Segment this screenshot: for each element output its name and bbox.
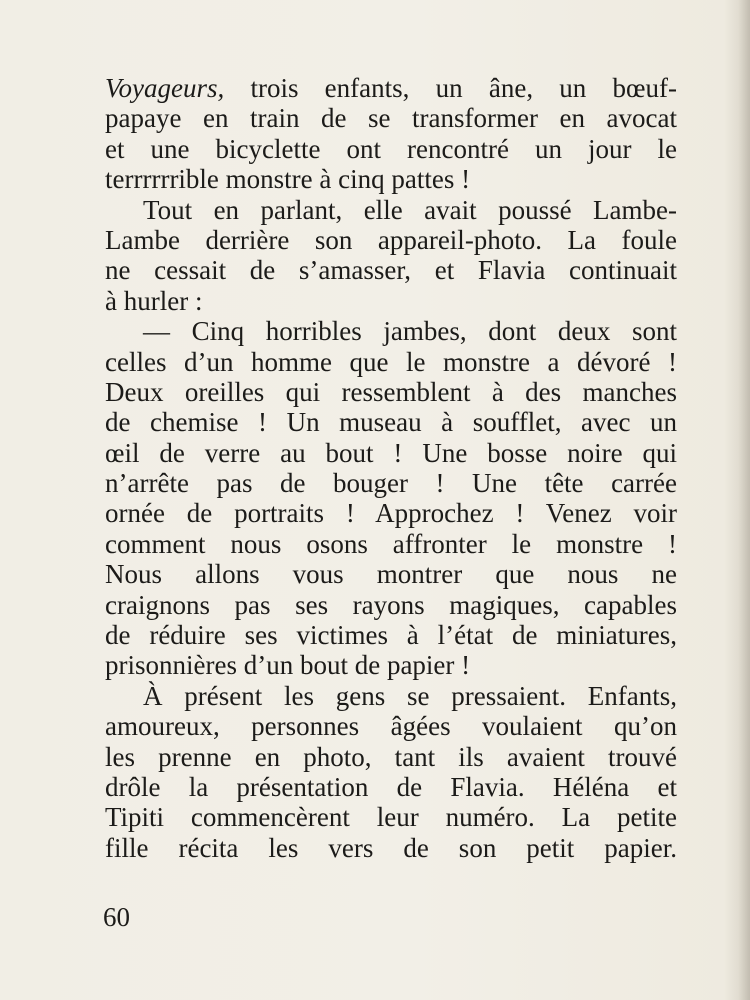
line-text: et une bicyclette ont rencontré un jour le bbox=[105, 133, 677, 164]
text-line bbox=[105, 650, 677, 680]
line-text: ne cessait de s’amasser, et Flavia continuait bbox=[105, 255, 677, 286]
text-line bbox=[105, 802, 677, 832]
body-text bbox=[105, 73, 677, 863]
text-line bbox=[105, 742, 677, 772]
line-text: Lambe derrière son appareil-photo. La foule bbox=[105, 224, 677, 255]
line-text: de réduire ses victimes à l’état de miniatures, bbox=[105, 620, 677, 651]
line-text: à hurler : bbox=[105, 285, 203, 316]
line-text: ornée de portraits ! Approchez ! Venez voir bbox=[105, 498, 677, 529]
text-line bbox=[105, 529, 677, 559]
line-text: Deux oreilles qui ressemblent à des manches bbox=[105, 376, 677, 407]
text-line bbox=[105, 498, 677, 528]
text-line bbox=[105, 225, 677, 255]
line-text: — Cinq horribles jambes, dont deux sont bbox=[143, 316, 677, 347]
line-text: papaye en train de se transformer en avocat bbox=[105, 103, 677, 134]
text-line bbox=[105, 711, 677, 741]
text-line bbox=[105, 559, 677, 589]
line-text: drôle la présentation de Flavia. Héléna et bbox=[105, 771, 677, 802]
line-text: fille récita les vers de son petit papier. bbox=[105, 832, 677, 863]
line-text: de chemise ! Un museau à soufflet, avec un bbox=[105, 407, 677, 438]
text-line bbox=[105, 772, 677, 802]
text-line bbox=[105, 164, 677, 194]
text-line bbox=[105, 73, 677, 103]
text-line bbox=[105, 468, 677, 498]
text-line bbox=[105, 438, 677, 468]
line-text: Tipiti commencèrent leur numéro. La petite bbox=[105, 802, 677, 833]
text-line bbox=[105, 286, 677, 316]
line-text: Tout en parlant, elle avait poussé Lambe- bbox=[143, 194, 677, 225]
text-line bbox=[105, 681, 677, 711]
line-text: terrrrrrible monstre à cinq pattes ! bbox=[105, 164, 471, 195]
line-text: celles d’un homme que le monstre a dévoré ! bbox=[105, 346, 677, 377]
line-text: œil de verre au bout ! Une bosse noire qui bbox=[105, 437, 677, 468]
line-text: n’arrête pas de bouger ! Une tête carrée bbox=[105, 468, 677, 499]
line-text: craignons pas ses rayons magiques, capables bbox=[105, 589, 677, 620]
text-line bbox=[105, 407, 677, 437]
line-text: comment nous osons affronter le monstre ! bbox=[105, 528, 677, 559]
line-text: trois enfants, un âne, un bœuf- bbox=[224, 73, 677, 103]
line-text: amoureux, personnes âgées voulaient qu’on bbox=[105, 711, 677, 742]
text-line bbox=[105, 255, 677, 285]
page-number: 60 bbox=[103, 902, 130, 932]
line-text: les prenne en photo, tant ils avaient trouvé bbox=[105, 741, 677, 772]
italic-word: Voyageurs, bbox=[105, 73, 225, 103]
text-line bbox=[105, 833, 677, 863]
text-line bbox=[105, 316, 677, 346]
page-binding-shadow bbox=[724, 0, 750, 1000]
text-line bbox=[105, 195, 677, 225]
text-line bbox=[105, 103, 677, 133]
line-text: prisonnières d’un bout de papier ! bbox=[105, 650, 471, 681]
text-line bbox=[105, 590, 677, 620]
text-line bbox=[105, 347, 677, 377]
line-text: Nous allons vous montrer que nous ne bbox=[105, 559, 677, 590]
text-line bbox=[105, 377, 677, 407]
text-line bbox=[105, 134, 677, 164]
line-text: À présent les gens se pressaient. Enfants, bbox=[143, 680, 677, 711]
text-line bbox=[105, 620, 677, 650]
